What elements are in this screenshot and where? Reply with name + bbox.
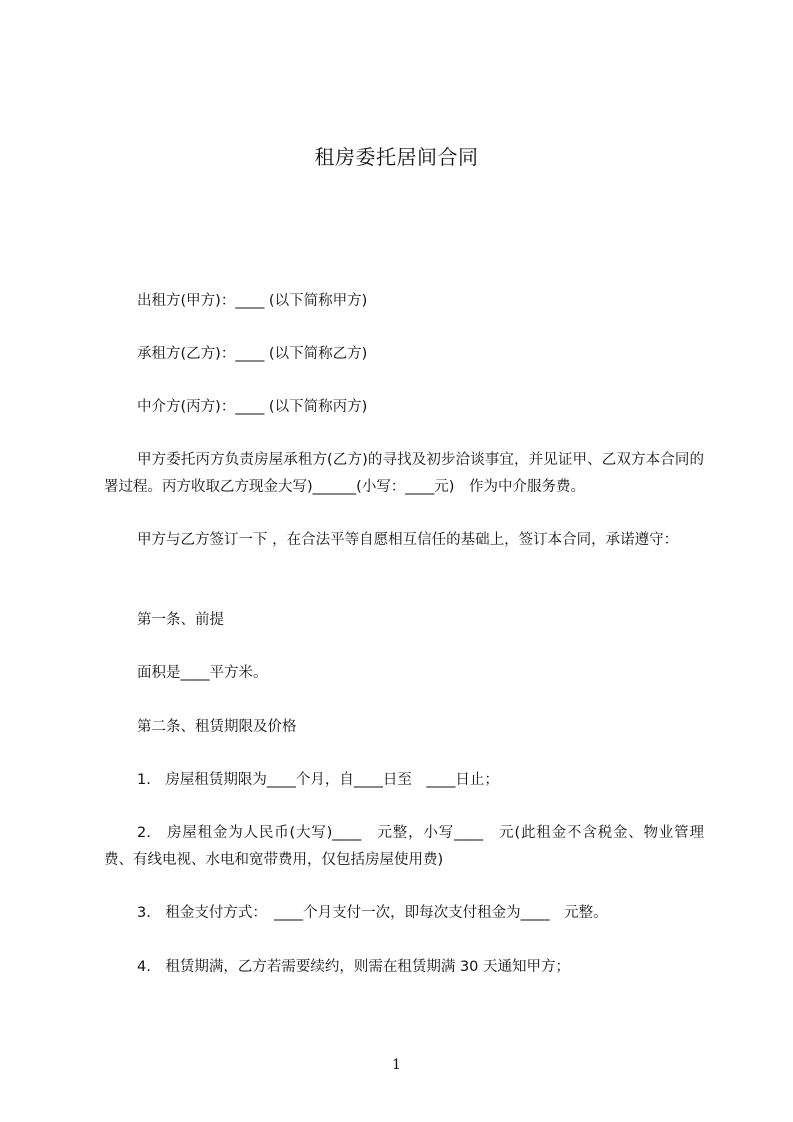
lessor-line: 出租方(甲方)：____ (以下简称甲方) [137, 293, 368, 309]
document-title: 租房委托居间合同 [314, 145, 479, 169]
lease-term-item: 1. 房屋租赁期限为____个月，自____日至 ____日止； [137, 772, 499, 788]
page-number: 1 [392, 1057, 401, 1073]
agreement-paragraph: 甲方与乙方签订一下 ，在合法平等自愿相互信任的基础上，签订本合同，承诺遵守： [137, 532, 679, 548]
article-2-heading: 第二条、租赁期限及价格 [137, 719, 297, 735]
article-1-heading: 第一条、前提 [137, 612, 224, 628]
renewal-item: 4. 租赁期满，乙方若需要续约，则需在租赁期满 30 天通知甲方； [137, 959, 571, 975]
rent-amount-item: 2. 房屋租金为人民币(大写)____ 元整，小写____ 元(此租金不含税金、物业管理费、有线电视、水电和宽带费用，仅包括房屋使用费) [104, 825, 704, 868]
intro-paragraph: 甲方委托丙方负责房屋承租方(乙方)的寻找及初步洽谈事宜，并见证甲、乙双方本合同的署过程。丙方收取乙方现金大写)______(小写：____元) 作为中介服务费。 [104, 452, 704, 495]
area-line: 面积是____平方米。 [137, 665, 268, 681]
lessee-line: 承租方(乙方)：____ (以下简称乙方) [137, 346, 368, 362]
agent-line: 中介方(丙方)：____ (以下简称丙方) [137, 399, 368, 415]
payment-method-item: 3. 租金支付方式： ____个月支付一次，即每次支付租金为____ 元整。 [137, 905, 608, 921]
